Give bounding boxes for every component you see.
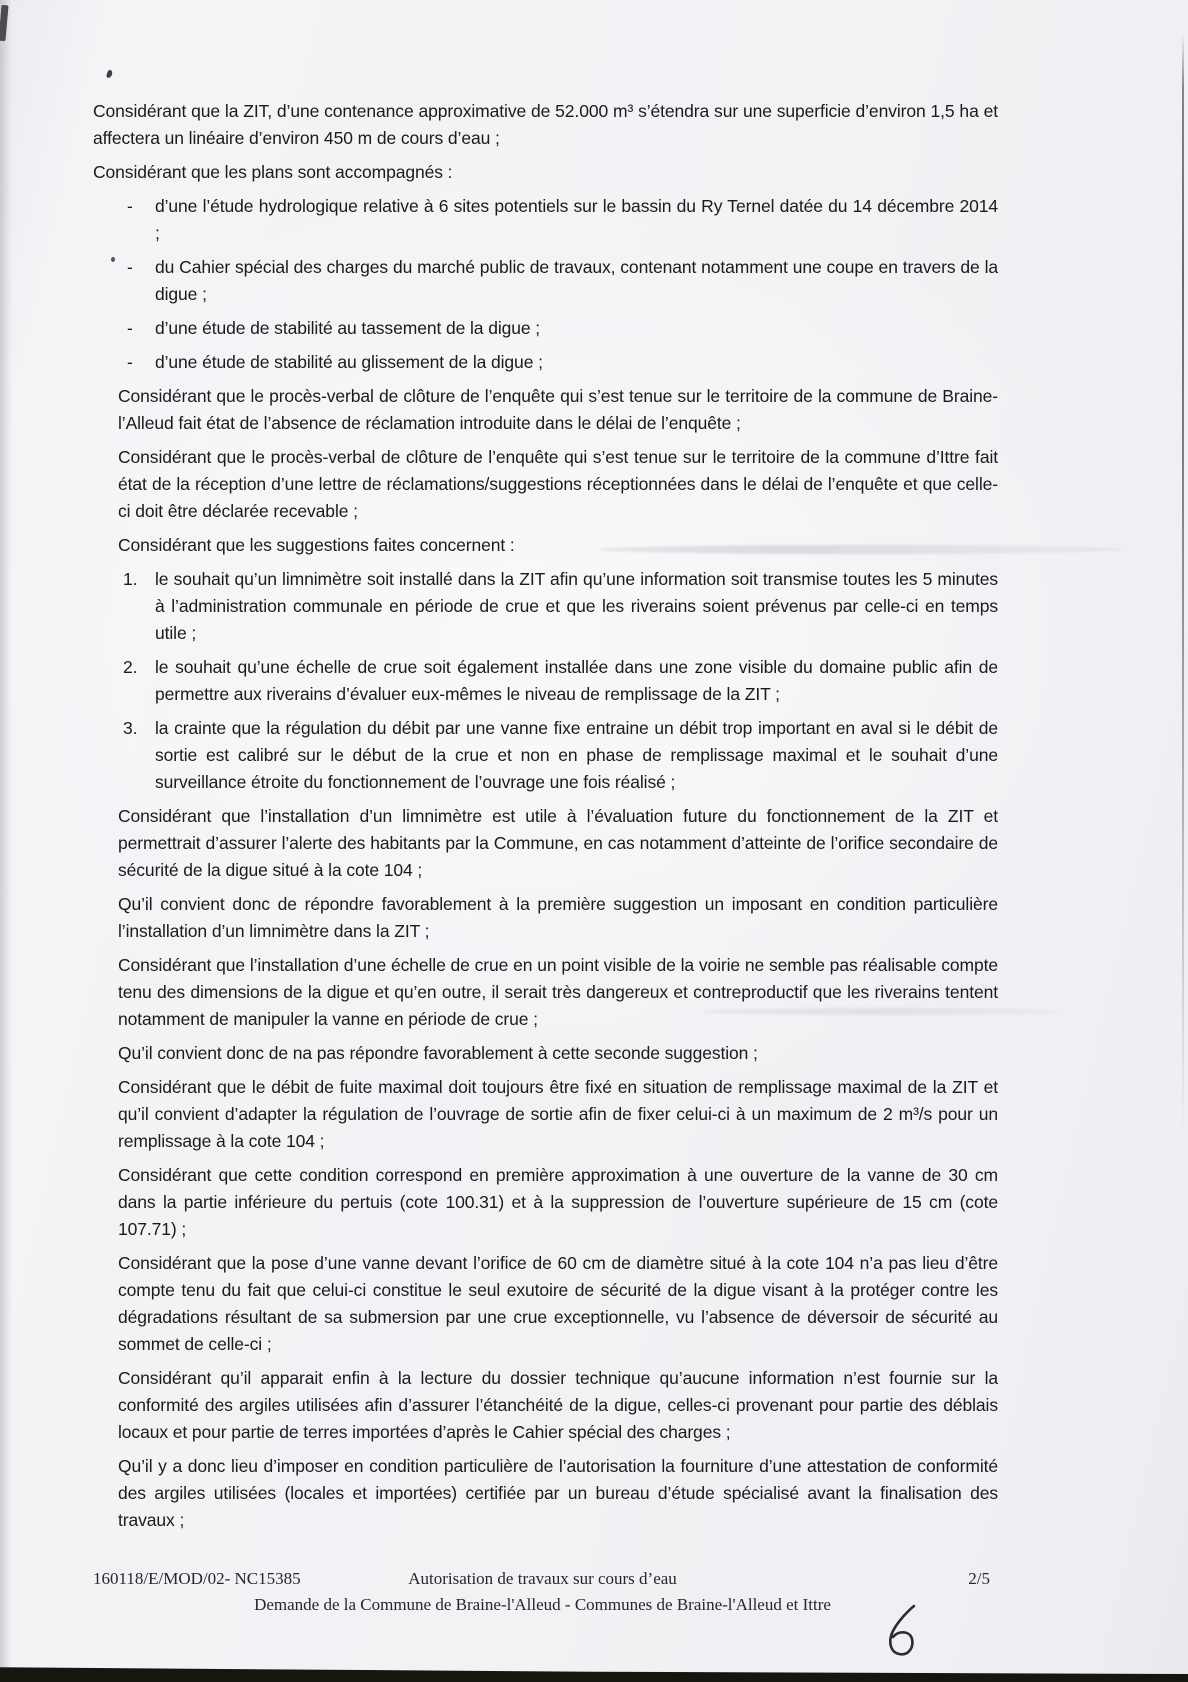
footer-page-number: 2/5 — [968, 1569, 990, 1588]
list-number: 2. — [123, 657, 138, 677]
scan-bottom-black-band — [0, 1666, 1188, 1682]
paragraph-debit-fuite: Considérant que le débit de fuite maximal doit toujours être fixé en situation de remplissage maximal de la ZIT et qu’il convient d’adapter la régulation de l’ouvrage de sortie afin de fixer celui-ci à un maximum de 2 m³/s pour un remplissage à la cote 104 ; — [118, 1077, 998, 1151]
page-footer — [93, 1566, 992, 1618]
paragraph-ouverture-vanne: Considérant que cette condition correspond en première approximation à une ouverture de la vanne de 30 cm dans la partie inférieure du pertuis (cote 100.31) et à la suppression de l’ouverture supérieure de 15 cm (cote 107.71) ; — [118, 1165, 998, 1239]
scan-corner-mark — [0, 5, 9, 41]
paragraph-argiles: Considérant qu’il apparait enfin à la lecture du dossier technique qu’aucune information n’est fournie sur la conformité des argiles utilisées afin d’assurer l’étanchéité de la digue, celles-ci provenant pour partie des déblais locaux et pour partie de terres importées d’après le Cahier spécial des charges ; — [118, 1368, 998, 1442]
handwritten-page-number — [883, 1603, 921, 1659]
scan-speck — [106, 69, 113, 78]
list-item — [93, 315, 998, 342]
paragraph-seconde-suggestion: Qu’il convient donc de na pas répondre favorablement à cette seconde suggestion ; — [118, 1043, 758, 1063]
scan-left-edge-shadow — [0, 0, 12, 1682]
paragraph-attestation: Qu’il y a donc lieu d’imposer en condition particulière de l’autorisation la fourniture d’une attestation de conformité des argiles utilisées (locales et importées) certifiée par un bureau d’étude spécialisé avant la finalisation des travaux ; — [118, 1456, 998, 1530]
list-item — [118, 715, 998, 796]
scan-right-edge-line — [1182, 34, 1184, 1139]
document-body — [93, 98, 998, 1541]
paragraph-pose-vanne: Considérant que la pose d’une vanne devant l’orifice de 60 cm de diamètre situé à la cote 104 n’a pas lieu d’être compte tenu du fait que celui-ci constitue le seul exutoire de sécurité de la digue visant à la protéger contre les dégradations résultant de sa submersion par une crue exceptionnelle, vu l’absence de déversoir de sécurité au sommet de celle-ci ; — [118, 1253, 998, 1354]
dash-bullet: - — [127, 257, 133, 277]
suggestion-limnimetre: le souhait qu’un limnimètre soit installé dans la ZIT afin qu’une information soit transmise toutes les 5 minutes à l’administration communale en période de crue et que les riverains soient prévenus par celle-ci en temps utile ; — [155, 569, 998, 643]
paragraph-pv-braine: Considérant que le procès-verbal de clôture de l’enquête qui s’est tenue sur le territoire de la commune de Braine-l’Alleud fait état de l’absence de réclamation introduite dans le délai de l’enquête ; — [118, 386, 998, 433]
footer-document-title: Autorisation de travaux sur cours d’eau — [408, 1569, 677, 1588]
attachment-cahier-charges: du Cahier spécial des charges du marché public de travaux, contenant notamment une coupe en travers de la digue ; — [155, 257, 998, 304]
list-number: 1. — [123, 569, 138, 589]
list-item — [93, 254, 998, 308]
list-item — [93, 349, 998, 376]
suggestion-regulation-debit: la crainte que la régulation du débit par une vanne fixe entraine un débit trop important en aval si le débit de sortie est calibré sur le début de la crue et non en phase de remplissage maximal et le souhait d’une surveillance étroite du fonctionnement de l’ouvrage une fois réalisé ; — [155, 718, 998, 792]
paragraph-suggestions-intro: Considérant que les suggestions faites concernent : — [118, 535, 515, 555]
list-number: 3. — [123, 718, 138, 738]
paragraph-limnimetre-utile: Considérant que l’installation d’un limnimètre est utile à l’évaluation future du fonctionnement de la ZIT et permettrait d’assurer l’alerte des habitants par la Commune, en cas notamment d’atteinte de l’orifice secondaire de sécurité de la digue situé à la cote 104 ; — [118, 806, 998, 880]
paragraph-pv-ittre: Considérant que le procès-verbal de clôture de l’enquête qui s’est tenue sur le territoire de la commune d’Ittre fait état de la réception d’une lettre de réclamations/suggestions réceptionnées dans le délai de l’enquête et que celle-ci doit être déclarée recevable ; — [118, 447, 998, 521]
footer-subtitle: Demande de la Commune de Braine-l'Alleud - Communes de Braine-l'Alleud et Ittre — [254, 1595, 831, 1614]
dash-bullet: - — [127, 318, 133, 338]
list-item — [118, 566, 998, 647]
attachment-etude-glissement: d’une étude de stabilité au glissement de la digue ; — [155, 352, 543, 372]
footer-reference: 160118/E/MOD/02- NC15385 — [93, 1569, 301, 1588]
handwritten-six-icon — [883, 1603, 921, 1659]
dash-bullet: - — [127, 352, 133, 372]
dash-bullet: - — [127, 196, 133, 216]
suggestions-list — [118, 566, 998, 796]
paragraph-plans-intro: Considérant que les plans sont accompagnés : — [93, 162, 453, 182]
footer-line-1 — [93, 1566, 992, 1592]
suggestion-echelle-crue: le souhait qu’une échelle de crue soit également installée dans une zone visible du domaine public afin de permettre aux riverains d’évaluer eux-mêmes le niveau de remplissage de la ZIT ; — [155, 657, 998, 704]
attachment-hydrological-study: d’une l’étude hydrologique relative à 6 sites potentiels sur le bassin du Ry Ternel datée du 14 décembre 2014 ; — [155, 196, 998, 243]
paragraph-zit-capacity: Considérant que la ZIT, d’une contenance approximative de 52.000 m³ s’étendra sur une superficie d’environ 1,5 ha et affectera un linéaire d’environ 450 m de cours d’eau ; — [93, 101, 998, 148]
attachments-list — [93, 193, 998, 376]
list-item — [93, 193, 998, 247]
attachment-etude-tassement: d’une étude de stabilité au tassement de la digue ; — [155, 318, 541, 338]
paragraph-echelle-voirie: Considérant que l’installation d’une échelle de crue en un point visible de la voirie ne semble pas réalisable compte tenu des dimensions de la digue et qu’en outre, il serait très dangereux et contreproductif que les riverains tentent notamment de manipuler la vanne en période de crue ; — [118, 955, 998, 1029]
paragraph-premiere-suggestion: Qu’il convient donc de répondre favorablement à la première suggestion un imposant en condition particulière l’installation d’un limnimètre dans la ZIT ; — [118, 894, 998, 941]
list-item — [118, 654, 998, 708]
document-body-indented — [118, 383, 998, 1534]
